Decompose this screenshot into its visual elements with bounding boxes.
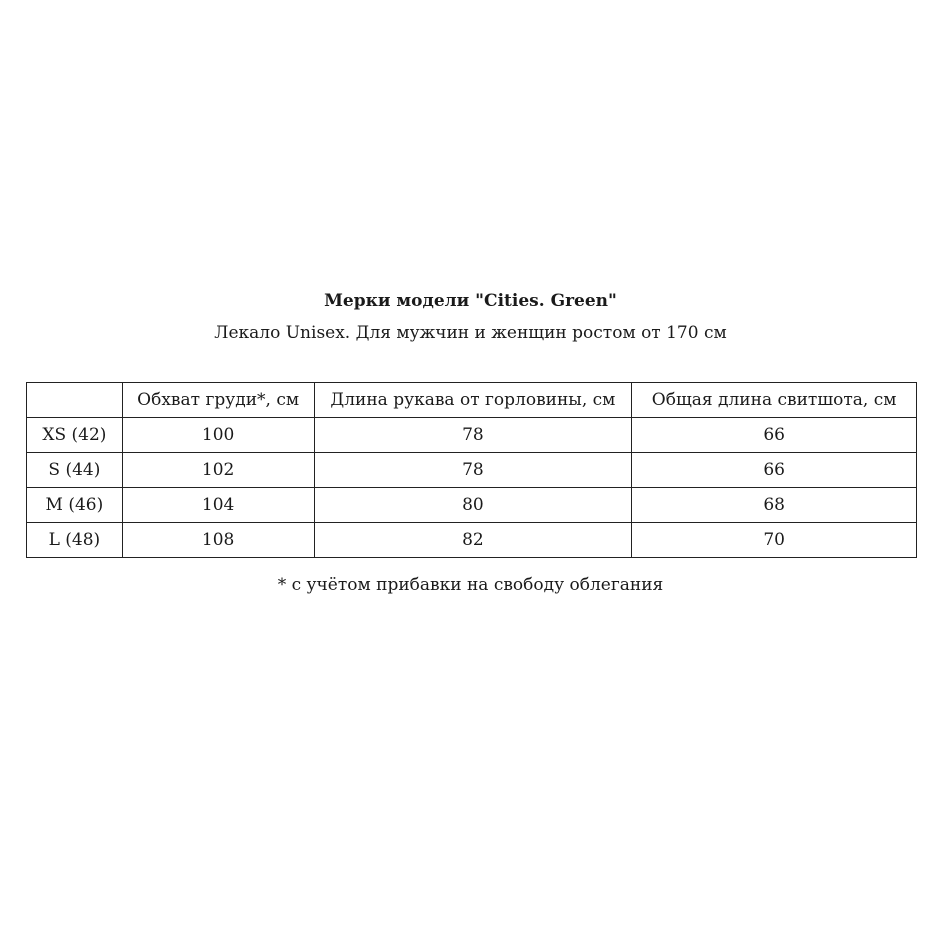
header-length: Общая длина свитшота, см xyxy=(632,383,917,418)
table-header-row xyxy=(27,383,917,418)
cell-chest: 104 xyxy=(122,488,314,523)
cell-size: L (48) xyxy=(27,523,123,558)
cell-length: 66 xyxy=(632,418,917,453)
header-size xyxy=(27,383,123,418)
table-row xyxy=(27,453,917,488)
table-row xyxy=(27,488,917,523)
cell-size: XS (42) xyxy=(27,418,123,453)
cell-sleeve: 78 xyxy=(314,418,632,453)
header-sleeve: Длина рукава от горловины, см xyxy=(314,383,632,418)
header-chest: Обхват груди*, см xyxy=(122,383,314,418)
cell-size: M (46) xyxy=(27,488,123,523)
cell-sleeve: 80 xyxy=(314,488,632,523)
table-row xyxy=(27,523,917,558)
cell-sleeve: 82 xyxy=(314,523,632,558)
cell-chest: 100 xyxy=(122,418,314,453)
document-subtitle: Лекало Unisex. Для мужчин и женщин ростом от 170 см xyxy=(214,323,727,343)
size-chart-table xyxy=(26,382,917,558)
cell-size: S (44) xyxy=(27,453,123,488)
cell-sleeve: 78 xyxy=(314,453,632,488)
document-title: Мерки модели "Cities. Green" xyxy=(324,291,617,311)
cell-chest: 108 xyxy=(122,523,314,558)
footnote: * с учётом прибавки на свободу облегания xyxy=(277,575,664,595)
table-row xyxy=(27,418,917,453)
cell-length: 70 xyxy=(632,523,917,558)
cell-chest: 102 xyxy=(122,453,314,488)
cell-length: 66 xyxy=(632,453,917,488)
cell-length: 68 xyxy=(632,488,917,523)
